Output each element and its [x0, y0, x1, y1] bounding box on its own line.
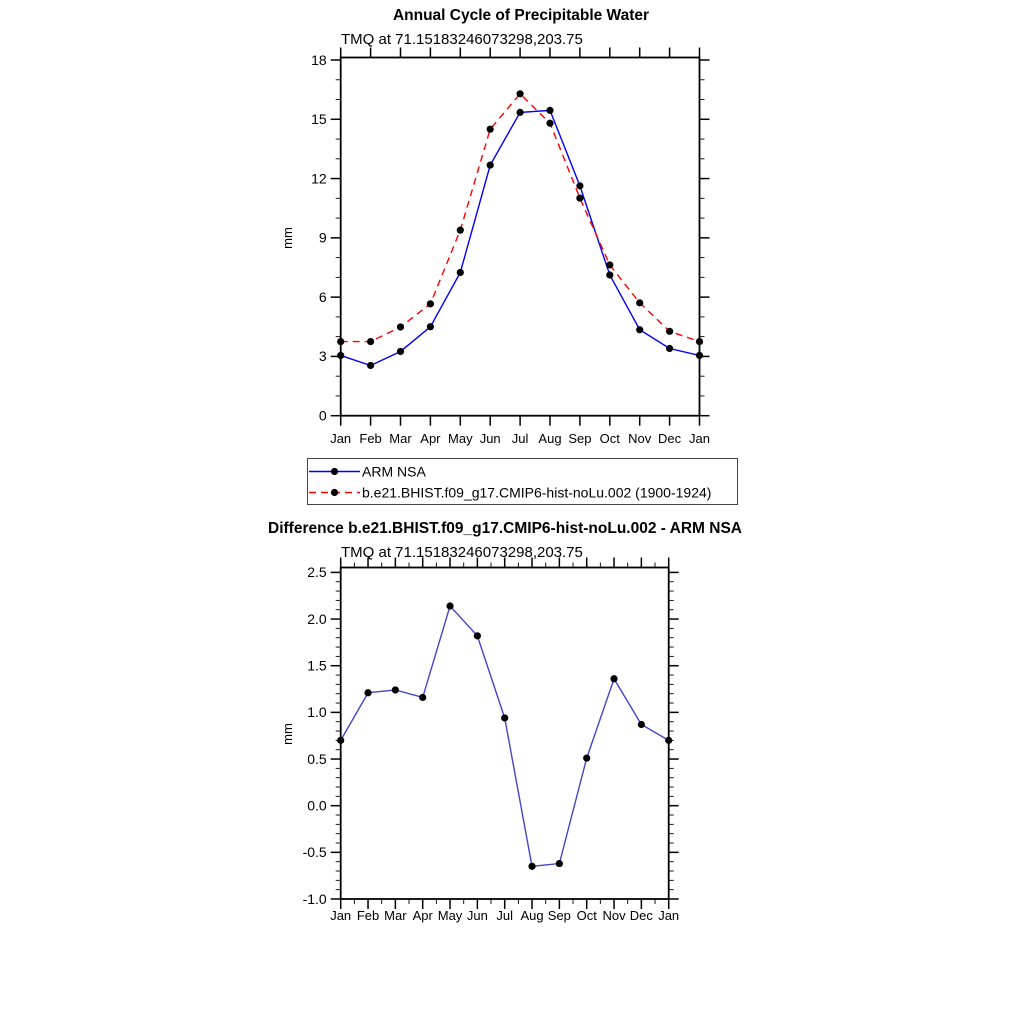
- legend-item-b-e21-bhist-f09-g17-cmip6-hist-nolu-002-: [309, 484, 711, 500]
- arm-nsa-point: [487, 162, 494, 169]
- difference-point: [337, 737, 344, 744]
- b-e21-bhist-f09-g17-cmip6-hist-nolu-002--point: [546, 120, 553, 127]
- x-tick-label: Jun: [466, 908, 488, 923]
- x-tick-label: Jan: [658, 908, 680, 923]
- difference-point: [501, 714, 508, 721]
- y-tick-label: 2.0: [307, 610, 327, 627]
- x-tick-label: Sep: [568, 431, 592, 446]
- difference-point: [528, 863, 535, 870]
- difference-point: [638, 721, 645, 728]
- y-tick-label: -1.0: [302, 890, 327, 907]
- difference-point: [556, 860, 563, 867]
- b-e21-bhist-f09-g17-cmip6-hist-nolu-002--point: [487, 126, 494, 133]
- y-tick-label: 0.5: [307, 750, 327, 767]
- x-tick-label: Jun: [479, 431, 501, 446]
- difference-point: [392, 686, 399, 693]
- y-tick-label: 2.5: [307, 564, 327, 581]
- x-tick-label: Jan: [330, 908, 352, 923]
- b-e21-bhist-f09-g17-cmip6-hist-nolu-002--point: [666, 328, 673, 335]
- b-e21-bhist-f09-g17-cmip6-hist-nolu-002--point: [457, 227, 464, 234]
- legend-label: ARM NSA: [362, 463, 426, 480]
- y-tick-label: 0.0: [307, 797, 327, 814]
- legend-marker: [331, 468, 338, 475]
- difference-subtitle: TMQ at 71.15183246073298,203.75: [341, 544, 583, 561]
- y-tick-label: 0: [318, 407, 327, 424]
- x-tick-label: Sep: [547, 908, 571, 923]
- arm-nsa-point: [517, 109, 524, 116]
- x-tick-label: Apr: [412, 908, 433, 923]
- difference-plot: [303, 558, 680, 924]
- arm-nsa-point: [397, 348, 404, 355]
- arm-nsa-point: [337, 352, 344, 359]
- legend-label: b.e21.BHIST.f09_g17.CMIP6-hist-noLu.002 (1900-1924): [362, 484, 712, 501]
- b-e21-bhist-f09-g17-cmip6-hist-nolu-002--point: [636, 299, 643, 306]
- x-tick-label: Jan: [330, 431, 352, 446]
- difference-point: [583, 754, 590, 761]
- b-e21-bhist-f09-g17-cmip6-hist-nolu-002--point: [367, 338, 374, 345]
- x-tick-label: Nov: [628, 431, 652, 446]
- difference-line: [341, 606, 669, 866]
- x-tick-label: Feb: [356, 908, 380, 923]
- b-e21-bhist-f09-g17-cmip6-hist-nolu-002--point: [397, 323, 404, 330]
- b-e21-bhist-f09-g17-cmip6-hist-nolu-002--point: [337, 338, 344, 345]
- x-tick-label: Jul: [496, 908, 514, 923]
- arm-nsa-point: [457, 269, 464, 276]
- arm-nsa-point: [696, 352, 703, 359]
- arm-nsa-point: [666, 345, 673, 352]
- x-tick-label: Nov: [602, 908, 626, 923]
- x-tick-label: Aug: [538, 431, 562, 446]
- arm-nsa-point: [606, 271, 613, 278]
- y-tick-label: 18: [311, 51, 327, 68]
- annual-cycle-ylabel: mm: [280, 227, 295, 249]
- annual-cycle-subtitle: TMQ at 71.15183246073298,203.75: [341, 31, 583, 48]
- difference-ylabel: mm: [280, 723, 295, 745]
- x-tick-label: Jan: [689, 431, 710, 446]
- x-tick-label: Jul: [511, 431, 529, 446]
- difference-title: Difference b.e21.BHIST.f09_g17.CMIP6-hist-noLu.002 - ARM NSA: [268, 520, 742, 537]
- x-tick-label: May: [437, 908, 463, 923]
- x-tick-label: Oct: [576, 908, 597, 923]
- legend-marker: [331, 489, 338, 496]
- arm-nsa-point: [427, 323, 434, 330]
- x-tick-label: Apr: [420, 431, 441, 446]
- difference-point: [364, 689, 371, 696]
- x-tick-label: May: [448, 431, 473, 446]
- x-tick-label: Oct: [599, 431, 620, 446]
- y-tick-label: 15: [311, 111, 327, 128]
- arm-nsa-point: [546, 107, 553, 114]
- arm-nsa-point: [576, 182, 583, 189]
- difference-point: [446, 602, 453, 609]
- difference-point: [419, 694, 426, 701]
- x-tick-label: Aug: [520, 908, 544, 923]
- y-tick-label: 12: [311, 170, 327, 187]
- x-tick-label: Mar: [389, 431, 412, 446]
- difference-point: [610, 675, 617, 682]
- difference-point: [665, 737, 672, 744]
- y-tick-label: 6: [318, 288, 327, 305]
- legend-item-arm-nsa: [309, 463, 426, 479]
- y-tick-label: -0.5: [302, 844, 327, 861]
- b-e21-bhist-f09-g17-cmip6-hist-nolu-002--point: [517, 90, 524, 97]
- x-tick-label: Mar: [384, 908, 407, 923]
- y-tick-label: 9: [318, 229, 327, 246]
- difference-point: [474, 632, 481, 639]
- x-tick-label: Feb: [359, 431, 382, 446]
- b-e21-bhist-f09-g17-cmip6-hist-nolu-002--point: [576, 195, 583, 202]
- y-tick-label: 1.5: [307, 657, 327, 674]
- arm-nsa-point: [636, 326, 643, 333]
- x-tick-label: Dec: [629, 908, 653, 923]
- y-tick-label: 1.0: [307, 704, 327, 721]
- arm-nsa-point: [367, 362, 374, 369]
- plot-border: [341, 568, 669, 900]
- x-tick-label: Dec: [658, 431, 682, 446]
- legend: [308, 459, 738, 505]
- annual-cycle-plot: [311, 48, 710, 447]
- b-e21-bhist-f09-g17-cmip6-hist-nolu-002--point: [427, 300, 434, 307]
- annual-cycle-title: Annual Cycle of Precipitable Water: [392, 7, 650, 24]
- b-e21-bhist-f09-g17-cmip6-hist-nolu-002--line: [341, 94, 700, 342]
- b-e21-bhist-f09-g17-cmip6-hist-nolu-002--point: [696, 338, 703, 345]
- arm-nsa-line: [341, 110, 700, 365]
- b-e21-bhist-f09-g17-cmip6-hist-nolu-002--point: [606, 261, 613, 268]
- y-tick-label: 3: [318, 348, 327, 365]
